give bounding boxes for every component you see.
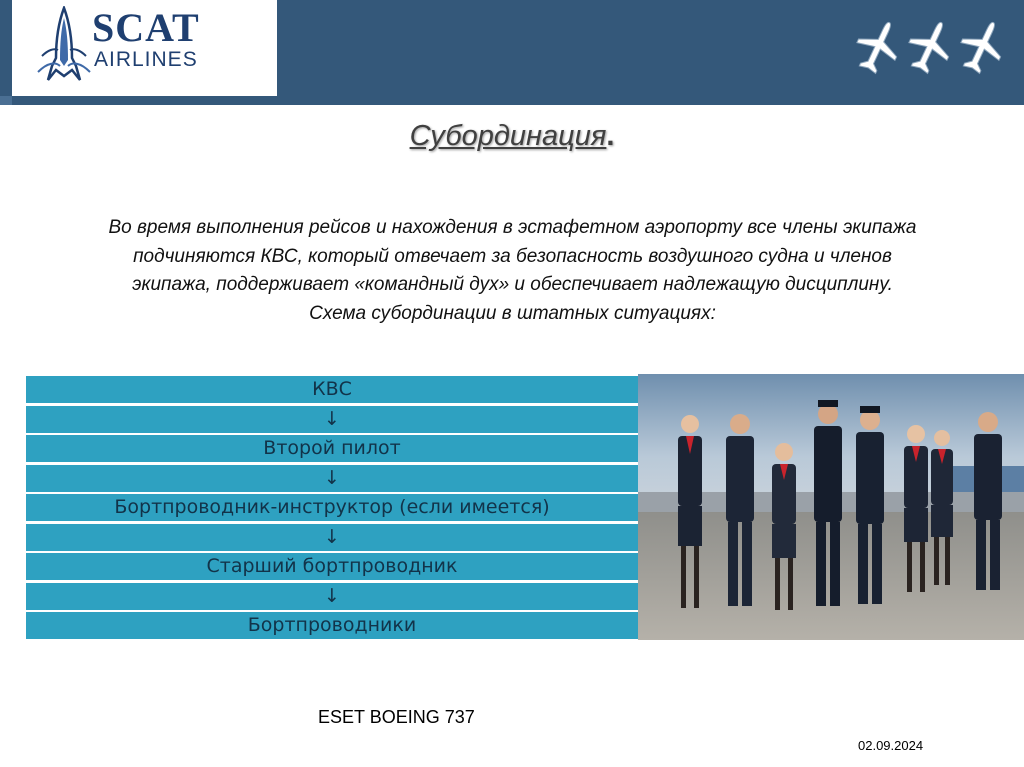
intro-line: экипажа, поддерживает «командный дух» и обеспечивает надлежащую дисциплину. [132,274,893,295]
crew-photo [638,374,1024,640]
footer-course-name: ESET BOEING 737 [318,707,475,727]
scheme-arrow-down: ↓ [26,583,638,610]
scheme-arrow-down: ↓ [26,406,638,433]
plane-icon [959,18,1005,76]
scheme-arrow-down: ↓ [26,465,638,492]
footer-date: 02.09.2024 [858,738,924,753]
intro-line: подчиняются КВС, который отвечает за безопасность воздушного судна и членов [133,245,892,267]
scheme-arrow-down: ↓ [26,524,638,551]
plane-icon [855,18,901,76]
slide-title-dot: . [606,120,615,152]
logo-text-airlines: AIRLINES [94,48,198,71]
header-accent-line [0,96,12,105]
scheme-row-senior-attendant: Старший бортпроводник [26,553,638,580]
intro-line: Во время выполнения рейсов и нахождения в эстафетном аэропорту все члены экипажа [108,217,917,238]
scheme-row-captain: КВС [26,376,638,403]
plane-icon [907,18,953,76]
intro-line: Схема субординации в штатных ситуациях: [309,302,716,324]
header-planes [855,18,1005,78]
scheme-row-instructor: Бортпроводник-инструктор (если имеется) [26,494,638,521]
intro-paragraph [20,214,1005,328]
company-logo [12,0,277,96]
subordination-scheme [24,376,638,640]
logo-text-scat: SCAT [92,5,200,50]
scheme-row-first-officer: Второй пилот [26,435,638,462]
logo-emblem-icon [34,6,94,86]
scheme-row-attendants: Бортпроводники [26,612,638,639]
slide-title [0,120,1024,153]
slide-title-text: Субординация [409,120,607,152]
